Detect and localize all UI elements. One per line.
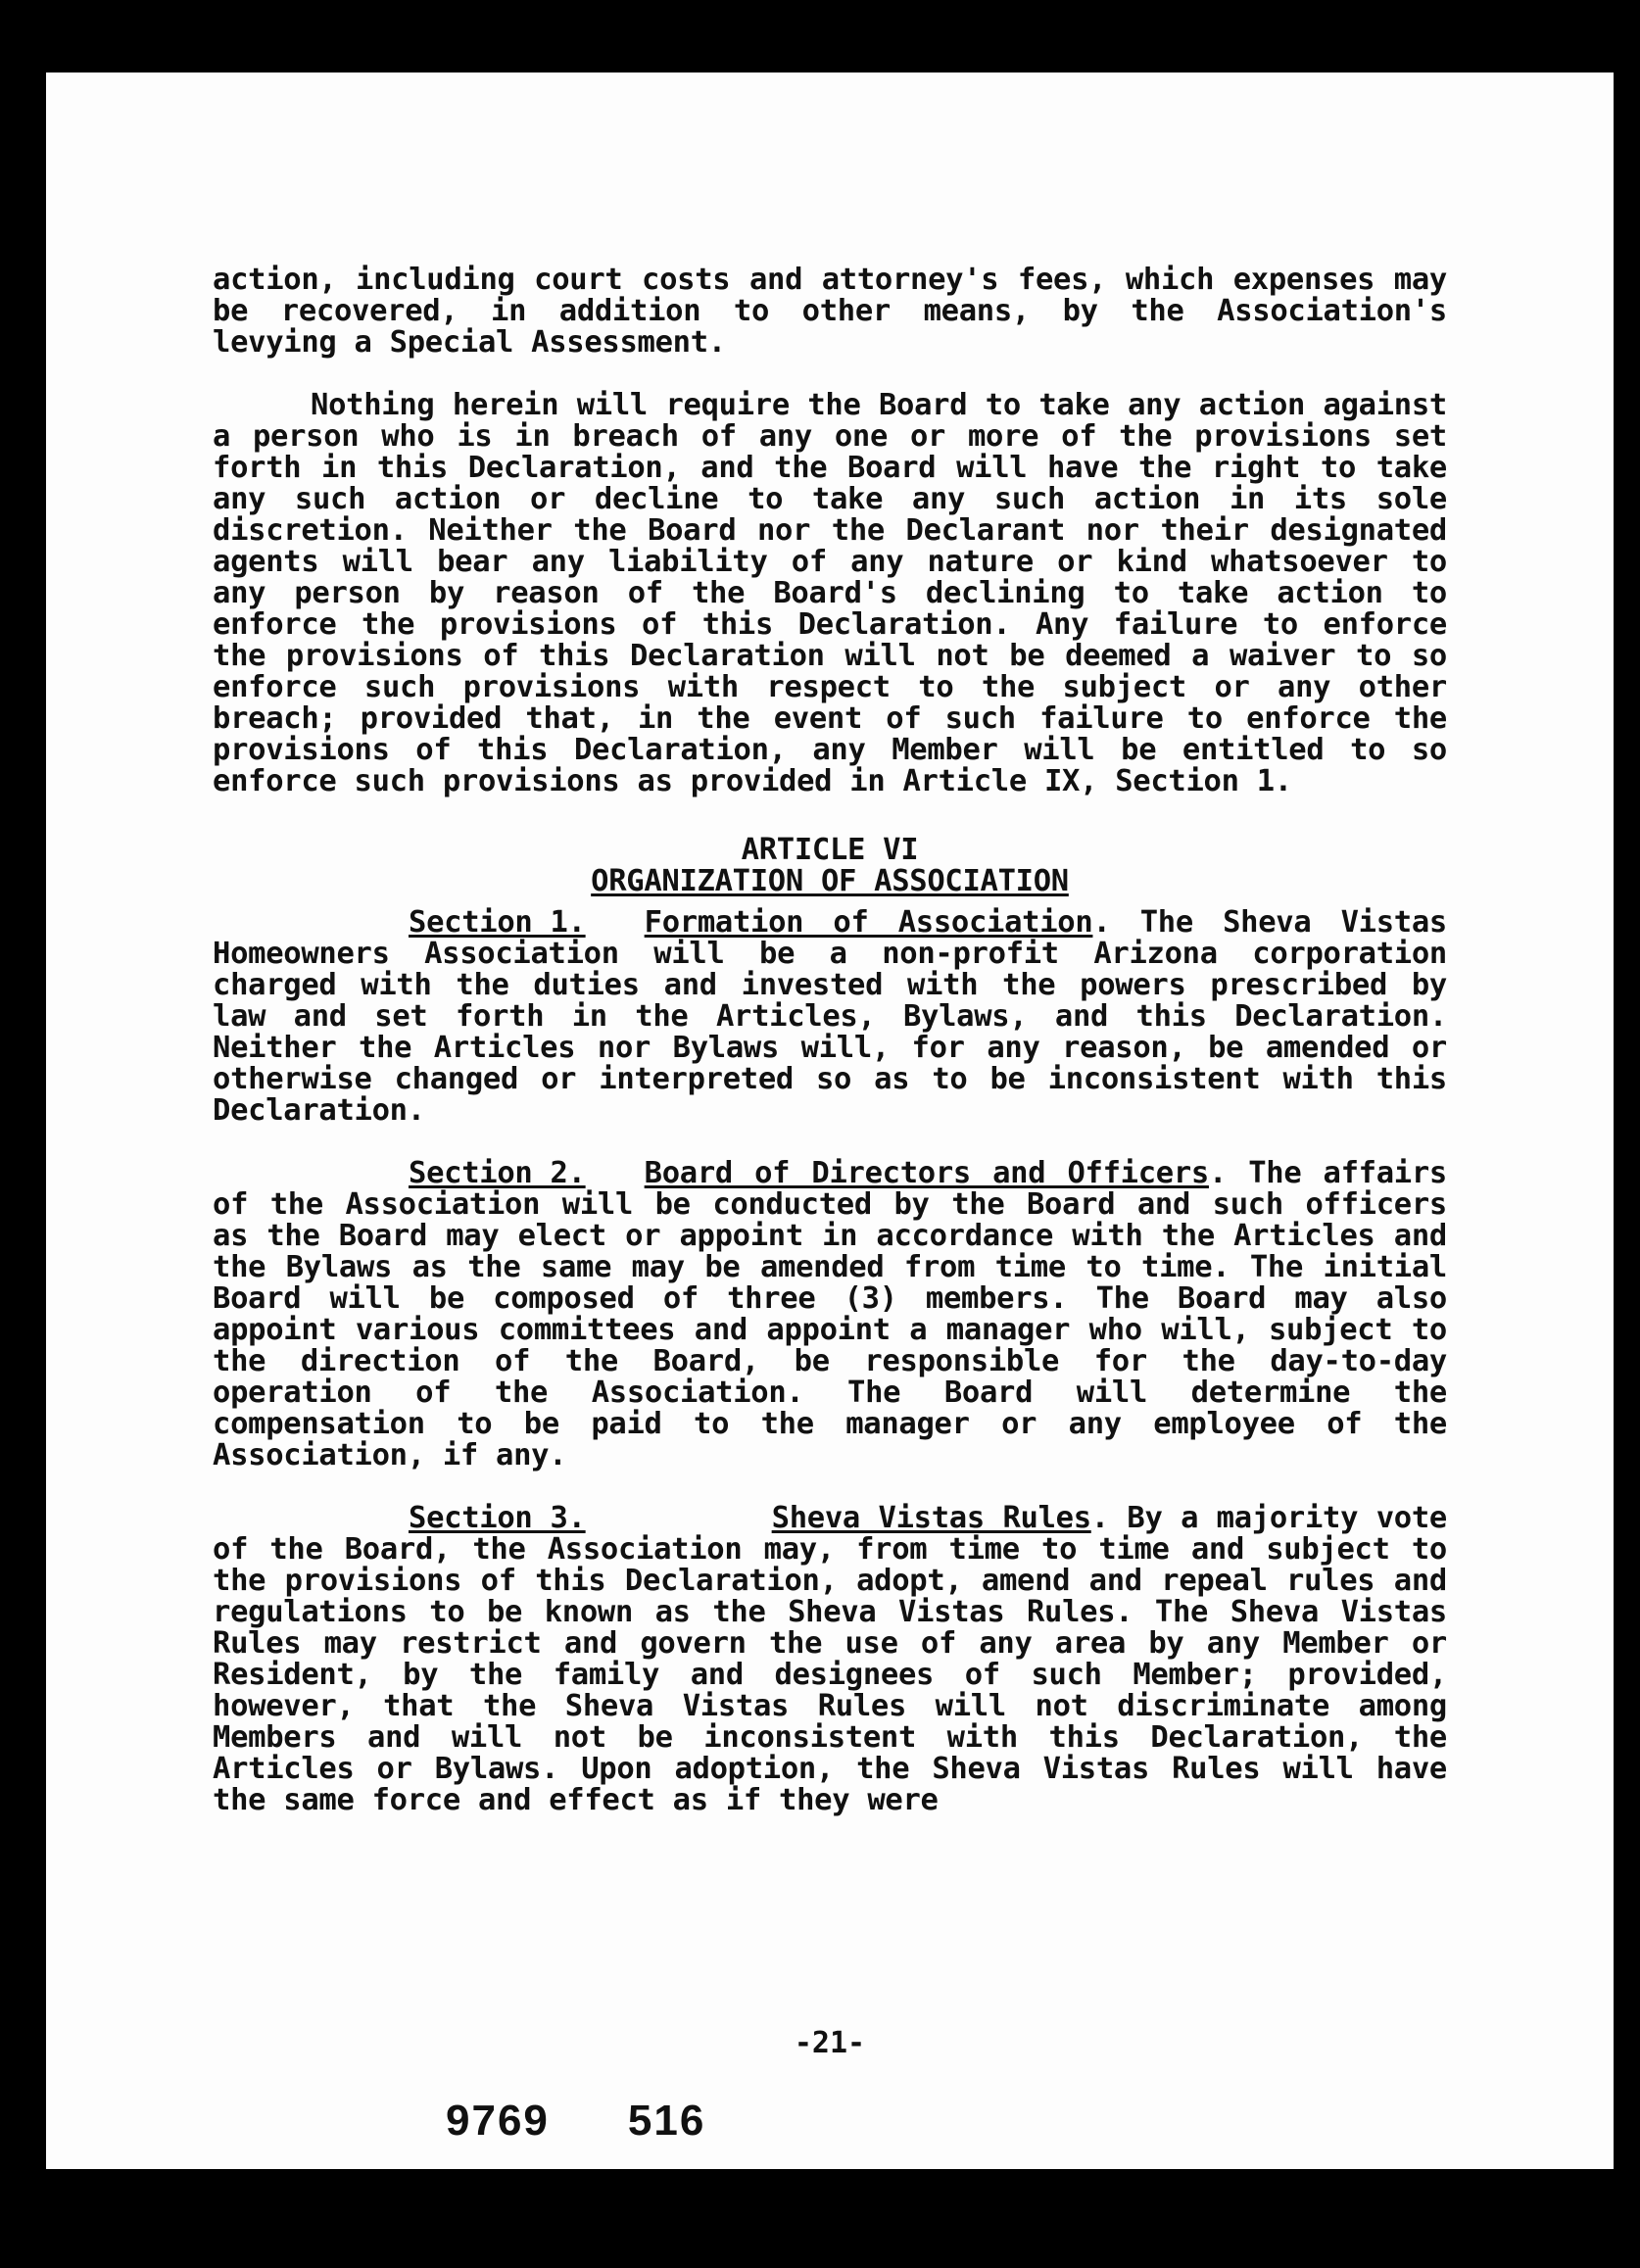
section-3 bbox=[213, 1503, 1447, 1816]
document-body bbox=[213, 265, 1447, 1816]
page-number: -21- bbox=[794, 2026, 866, 2060]
section-label: Section 2. bbox=[409, 1156, 586, 1190]
paragraph-continuation: action, including court costs and attorney's fees, which expenses may be recovered, in addition to other means, by the Association's levying a Special Assessment. bbox=[213, 263, 1447, 360]
section-title: Board of Directors and Officers bbox=[644, 1156, 1209, 1190]
stamp-book-number: 9769 bbox=[446, 2097, 550, 2145]
section-2 bbox=[213, 1158, 1447, 1472]
section-body: . The affairs of the Association will be conducted by the Board and such officers as the Board may elect or appoint in accordance with the Articles and the Bylaws as the same may be amended from time to time. The initial Board will be composed of three (3) members. The Board may also appoint various committees and appoint a manager who will, subject to the direction of the Board, be responsible for the day-to-day operation of the Association. The Board will determine the compensation to be paid to the manager or any employee of the Association, if any. bbox=[213, 1156, 1447, 1472]
section-label: Section 3. bbox=[409, 1501, 586, 1535]
document-page bbox=[46, 72, 1614, 2169]
article-title: ORGANIZATION OF ASSOCIATION bbox=[591, 864, 1069, 898]
paragraph-enforcement: Nothing herein will require the Board to take any action against a person who is in breach of any one or more of the provisions set forth in this Declaration, and the Board will have the right to take any such action or decline to take any such action in its sole discretion. Neither the Board nor the Declarant nor their designated agents will bear any liability of any nature or kind whatsoever to any person by reason of the Board's declining to take action to enforce the provisions of this Declaration. Any failure to enforce the provisions of this Declaration will not be deemed a waiver to so enforce such provisions with respect to the subject or any other breach; provided that, in the event of such failure to enforce the provisions of this Declaration, any Member will be entitled to so enforce such provisions as provided in Article IX, Section 1. bbox=[213, 388, 1447, 798]
section-label: Section 1. bbox=[409, 905, 586, 940]
section-body: . The Sheva Vistas Homeowners Association will be a non-profit Arizona corporation charged with the duties and invested with the powers prescribed by law and set forth in the Articles, Bylaws, and this Declaration. Neither the Articles nor Bylaws will, for any reason, be amended or otherwise changed or interpreted so as to be inconsistent with this Declaration. bbox=[213, 905, 1447, 1128]
section-title: Formation of Association bbox=[644, 905, 1093, 940]
section-body: . By a majority vote of the Board, the Association may, from time to time and subject to the provisions of this Declaration, adopt, amend and repeal rules and regulations to be known as the Sheva Vistas Rules. The Sheva Vistas Rules may restrict and govern the use of any area by any Member or Resident, by the family and designees of such Member; provided, however, that the Sheva Vistas Rules will not discriminate among Members and will not be inconsistent with this Declaration, the Articles or Bylaws. Upon adoption, the Sheva Vistas Rules will have the same force and effect as if they were bbox=[213, 1501, 1447, 1817]
section-1 bbox=[213, 907, 1447, 1127]
recording-stamp bbox=[446, 2097, 784, 2146]
article-heading bbox=[213, 835, 1447, 897]
article-number: ARTICLE VI bbox=[741, 833, 919, 867]
stamp-page-number: 516 bbox=[627, 2097, 706, 2145]
section-title: Sheva Vistas Rules bbox=[771, 1501, 1091, 1535]
